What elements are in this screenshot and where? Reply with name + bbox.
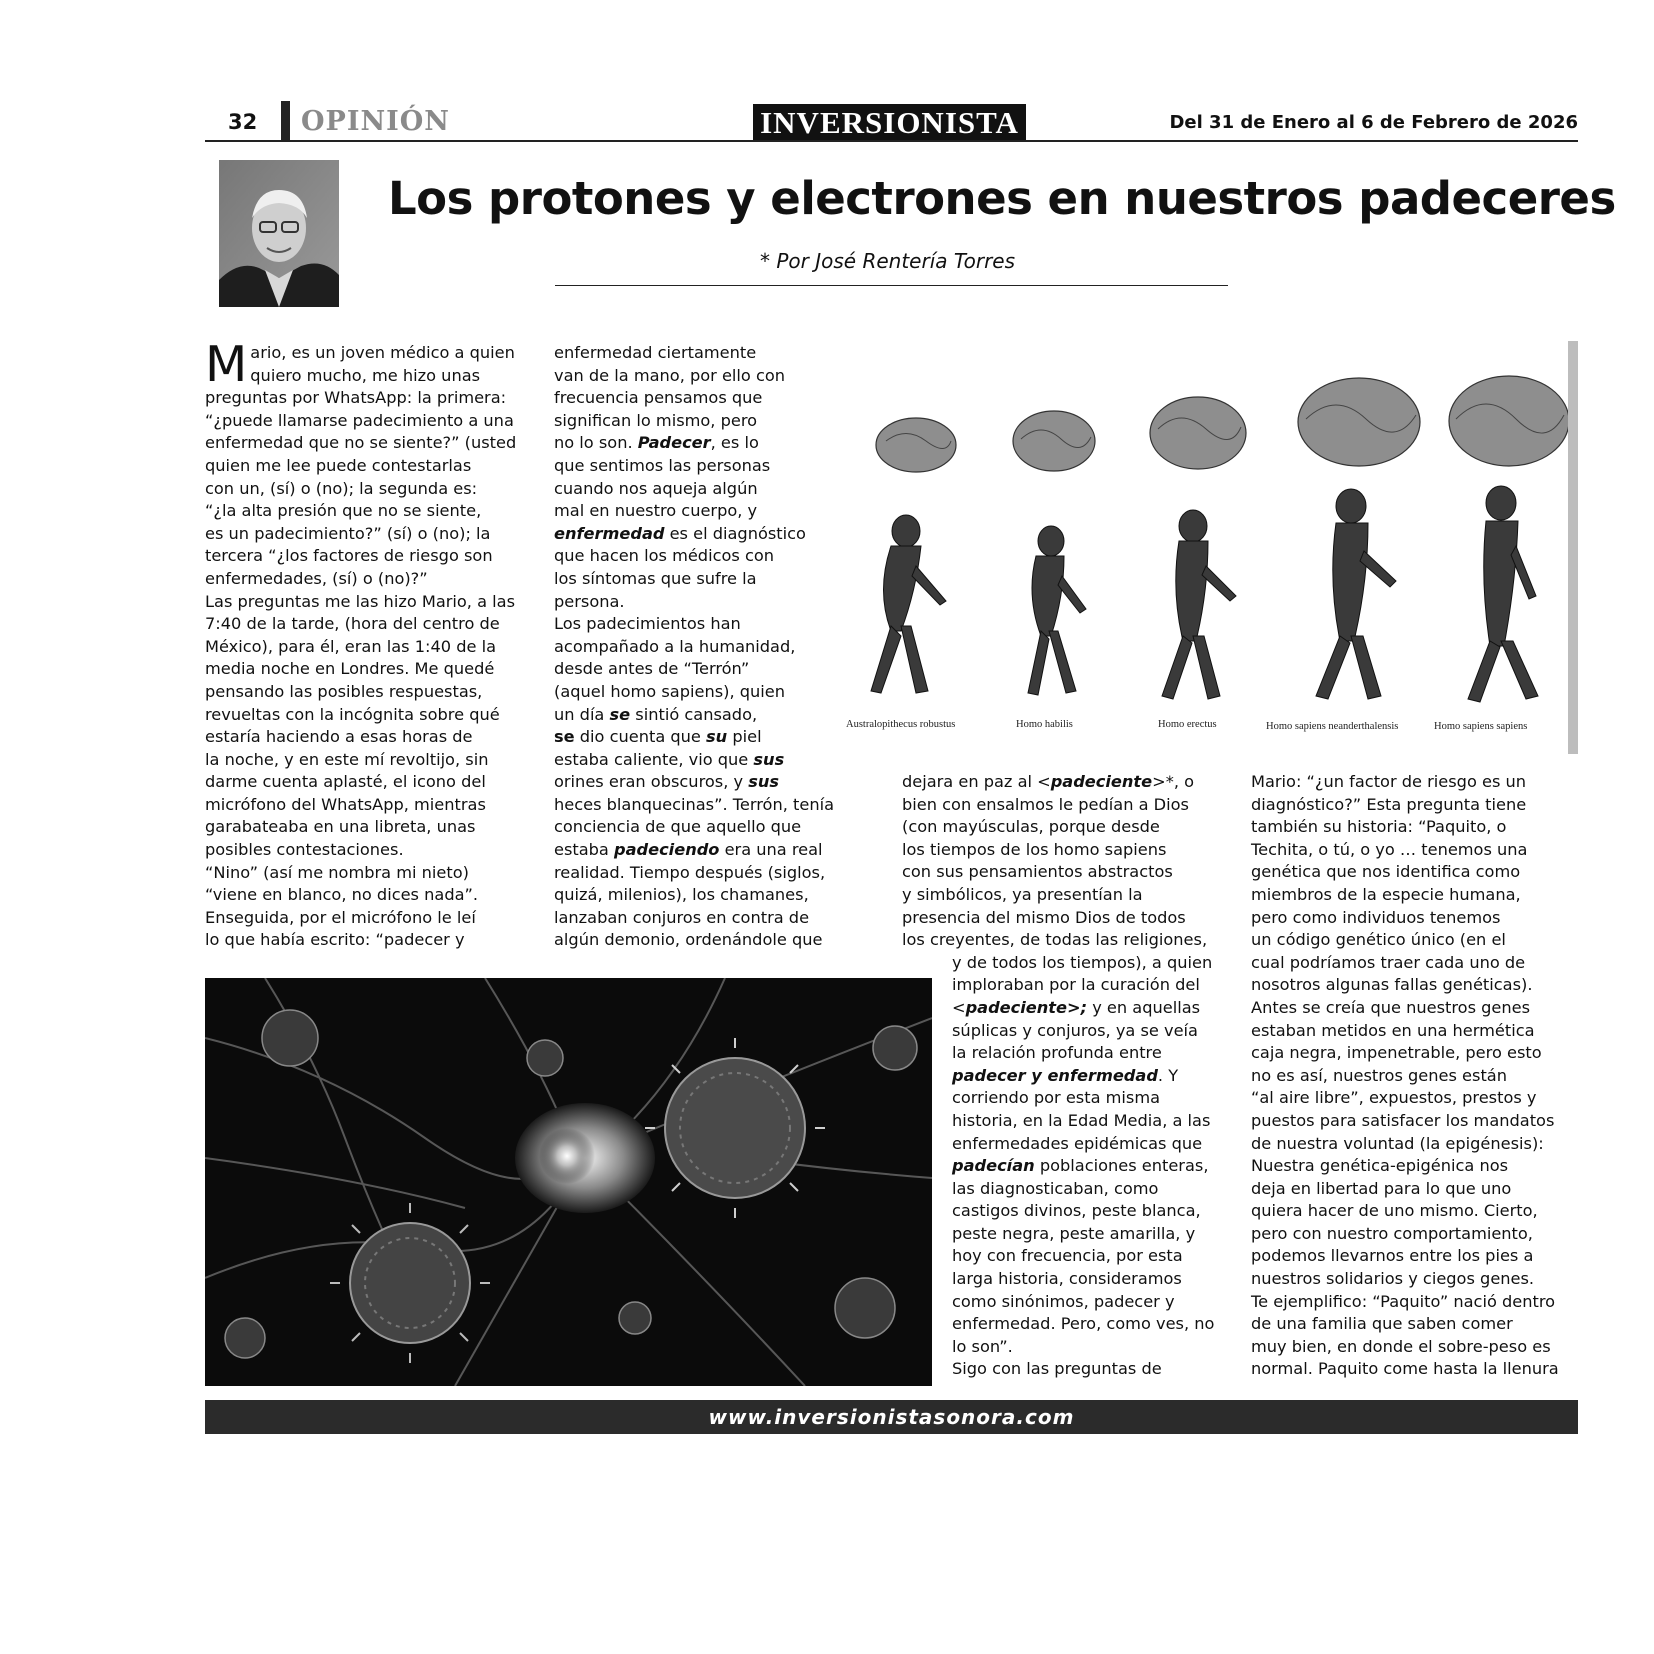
emphasis: su [706, 727, 728, 747]
brain-2 [1013, 411, 1095, 471]
text-line: cual podríamos traer cada uno de [1251, 952, 1526, 972]
text-line: las diagnosticaban, como [952, 1178, 1159, 1198]
text-line: “¿la alta presión que no se siente, [205, 501, 482, 521]
text-line: Las preguntas me las hizo Mario, a las [205, 591, 516, 611]
text-line: puestos para satisfacer los mandatos [1251, 1110, 1555, 1130]
text-line: acompañado a la humanidad, [554, 636, 796, 656]
text-line: Mario: “¿un factor de riesgo es un [1251, 772, 1527, 791]
brain-1 [876, 418, 956, 472]
text-line: desde antes de “Terrón” [554, 659, 750, 679]
text-line: larga historia, consideramos [952, 1269, 1182, 1289]
author-photo [219, 160, 339, 307]
text-line: hoy con frecuencia, por esta [952, 1246, 1183, 1266]
text-run: >*, o [1152, 772, 1195, 791]
text-run: es el diagnóstico [664, 523, 806, 543]
text-line [554, 523, 834, 546]
text-line: de una familia que saben comer [1251, 1314, 1513, 1334]
text-run: y en aquellas [1087, 997, 1201, 1017]
text-line [554, 839, 834, 862]
text-line: muy bien, en donde el sobre-peso es [1251, 1336, 1551, 1356]
text-line: no es así, nuestros genes están [1251, 1065, 1507, 1085]
text-line [554, 749, 834, 772]
text-run: . Y [1157, 1065, 1179, 1085]
text-line: estaban metidos en una hermética [1251, 1020, 1535, 1040]
text-line: bien con ensalmos le pedían a Dios [902, 794, 1189, 814]
emphasis: padeciendo [614, 840, 720, 860]
text-line: “viene en blanco, no dices nada”. [205, 885, 479, 905]
hominid-4 [1316, 489, 1396, 699]
text-run: poblaciones enteras, [1034, 1156, 1209, 1176]
text-line: caja negra, impenetrable, pero esto [1251, 1043, 1542, 1063]
text-line: quiera hacer de uno mismo. Cierto, [1251, 1201, 1538, 1221]
text-line: preguntas por WhatsApp: la primera: [205, 388, 507, 408]
emphasis: se [554, 727, 575, 747]
text-line [902, 771, 1214, 794]
text-run: , es lo [710, 433, 759, 453]
text-line: media noche en Londres. Me quedé [205, 659, 495, 679]
text-line: algún demonio, ordenándole que [554, 930, 823, 950]
text-line: “Nino” (así me nombra mi nieto) [205, 862, 469, 882]
text-line: quizá, milenios), los chamanes, [554, 885, 809, 905]
emphasis: padecían [952, 1156, 1035, 1176]
text-line [554, 704, 834, 727]
text-line: también su historia: “Paquito, o [1251, 817, 1507, 837]
text-run: no lo son. [554, 433, 633, 453]
text-line: y simbólicos, ya presentían la [902, 884, 1143, 904]
neuron-body [515, 1103, 655, 1213]
text-line: enfermedad que no se siente?” (usted [205, 433, 517, 453]
text-line: frecuencia pensamos que [554, 388, 763, 408]
text-line: castigos divinos, peste blanca, [952, 1201, 1201, 1221]
text-run: dio cuenta que [574, 727, 707, 747]
text-line: que sentimos las personas [554, 455, 771, 475]
text-line: revueltas con la incógnita sobre qué [205, 704, 500, 724]
text-line: “¿puede llamarse padecimiento a una [205, 410, 514, 430]
byline: * Por José Rentería Torres [760, 249, 1016, 273]
text-line: los síntomas que sufre la [554, 568, 757, 588]
text-line: darme cuenta aplasté, el icono del [205, 772, 486, 792]
drop-cap: M [205, 336, 248, 393]
text-line: con sus pensamientos abstractos [902, 862, 1173, 882]
text-line: lo que había escrito: “padecer y [205, 930, 465, 950]
text-line: corriendo por esta misma [952, 1088, 1161, 1108]
text-line [902, 997, 1214, 1020]
brain-5 [1449, 376, 1568, 466]
article-column-3 [902, 771, 1214, 1381]
text-line: la relación profunda entre [952, 1043, 1162, 1063]
emphasis: sus [753, 749, 785, 769]
text-run: piel [727, 727, 762, 747]
text-run: dejara en paz al < [902, 772, 1051, 791]
text-line: y de todos los tiempos), a quien [952, 952, 1213, 972]
brain-3 [1150, 397, 1246, 469]
hominid-1 [871, 515, 946, 693]
emphasis: Padecer [637, 433, 711, 453]
text-line: los creyentes, de todas las religiones, [902, 930, 1208, 950]
text-line: podemos llevarnos entre los pies a [1251, 1246, 1534, 1266]
text-line: ario, es un joven médico a quien [250, 343, 515, 362]
text-line: de nuestra voluntad (la epigénesis): [1251, 1133, 1544, 1153]
text-line: Te ejemplifico: “Paquito” nació dentro [1251, 1291, 1556, 1311]
text-line: imploraban por la curación del [952, 975, 1200, 995]
brain-4 [1298, 378, 1420, 466]
text-line: deja en libertad para lo que uno [1251, 1178, 1512, 1198]
text-line: presencia del mismo Dios de todos [902, 907, 1186, 927]
text-line: los tiempos de los homo sapiens [902, 839, 1167, 859]
text-line: lanzaban conjuros en contra de [554, 907, 810, 927]
virus-particle-small [527, 1040, 563, 1076]
article-column-4 [1251, 771, 1559, 1381]
text-line: nosotros algunas fallas genéticas). [1251, 975, 1533, 995]
virus-particle-medium [330, 1203, 490, 1363]
text-line: enfermedades epidémicas que [952, 1133, 1203, 1153]
caption-4: Homo sapiens neanderthalensis [1266, 721, 1399, 732]
text-line: con un, (sí) o (no); la segunda es: [205, 478, 478, 498]
text-line: enfermedad ciertamente [554, 343, 757, 362]
emphasis: se [609, 704, 631, 724]
text-line: realidad. Tiempo después (siglos, [554, 862, 826, 882]
emphasis: enfermedad [554, 523, 665, 543]
text-run: < [952, 997, 966, 1017]
emphasis: padeciente>; [965, 997, 1088, 1017]
text-line: un código genético único (en el [1251, 930, 1506, 950]
text-line [902, 1065, 1214, 1088]
virus-particle-small [619, 1302, 651, 1334]
text-line: como sinónimos, padecer y [952, 1291, 1175, 1311]
caption-3: Homo erectus [1158, 719, 1217, 730]
text-line: enfermedad. Pero, como ves, no [952, 1314, 1215, 1334]
emphasis: padecer y enfermedad [952, 1065, 1158, 1085]
section-title: OPINIÓN [301, 106, 450, 137]
text-line: quien me lee puede contestarlas [205, 455, 472, 475]
text-line: posibles contestaciones. [205, 840, 404, 860]
text-line: enfermedades, (sí) o (no)?” [205, 568, 428, 588]
text-line: normal. Paquito come hasta la llenura [1251, 1359, 1559, 1379]
text-run: un día [554, 704, 610, 724]
text-line: Techita, o tú, o yo … tenemos una [1251, 839, 1528, 859]
text-line [554, 726, 834, 749]
text-line [902, 1155, 1214, 1178]
text-line [554, 771, 834, 794]
emphasis: padeciente [1050, 772, 1153, 791]
text-line: (con mayúsculas, porque desde [902, 817, 1160, 837]
hominid-2 [1028, 526, 1086, 695]
text-line: genética que nos identifica como [1251, 862, 1521, 882]
page-number: 32 [228, 110, 258, 134]
masthead-logo: INVERSIONISTA [753, 104, 1026, 142]
text-line: pero con nuestro comportamiento, [1251, 1223, 1533, 1243]
text-line: estaría haciendo a esas horas de [205, 727, 473, 747]
virus-particle-large [645, 1038, 825, 1218]
virus-neuron-image [205, 978, 932, 1386]
text-line: México), para él, eran las 1:40 de la [205, 636, 497, 656]
virus-particle-small [225, 1318, 265, 1358]
text-line: 7:40 de la tarde, (hora del centro de [205, 614, 500, 634]
text-run: estaba [554, 840, 614, 860]
hominid-3 [1162, 510, 1236, 699]
text-line: peste negra, peste amarilla, y [952, 1223, 1196, 1243]
text-line: mal en nuestro cuerpo, y [554, 501, 758, 521]
text-line: pensando las posibles respuestas, [205, 681, 483, 701]
text-line: heces blanquecinas”. Terrón, tenía [554, 794, 834, 814]
text-line: miembros de la especie humana, [1251, 884, 1521, 904]
text-line: Los padecimientos han [554, 614, 741, 634]
text-line: (aquel homo sapiens), quien [554, 681, 785, 701]
header-divider [205, 140, 1578, 142]
caption-2: Homo habilis [1016, 719, 1073, 730]
text-line: micrófono del WhatsApp, mientras [205, 794, 486, 814]
text-line: pero como individuos tenemos [1251, 907, 1501, 927]
text-line: significan lo mismo, pero [554, 410, 758, 430]
text-line: garabateaba en una libreta, unas [205, 817, 476, 837]
text-run: orines eran obscuros, y [554, 772, 749, 792]
section-bar [281, 101, 290, 142]
text-line: quiero mucho, me hizo unas [250, 365, 481, 385]
text-run: estaba caliente, vio que [554, 749, 754, 769]
text-line: persona. [554, 591, 625, 611]
text-run: sintió cansado, [630, 704, 758, 724]
footer-url[interactable]: www.inversionistasonora.com [205, 1400, 1578, 1434]
article-column-1 [205, 336, 517, 952]
text-line: diagnóstico?” Esta pregunta tiene [1251, 794, 1527, 814]
evolution-illustration [836, 341, 1578, 754]
byline-divider [555, 285, 1228, 286]
text-line: historia, en la Edad Media, a las [952, 1110, 1211, 1130]
text-run: era una real [719, 840, 823, 860]
text-line [554, 432, 834, 455]
virus-particle-small [835, 1278, 895, 1338]
text-line: lo son”. [952, 1336, 1013, 1356]
emphasis: sus [748, 772, 780, 792]
caption-5: Homo sapiens sapiens [1434, 721, 1528, 732]
article-column-2 [554, 342, 834, 952]
text-line: nuestros solidarios y ciegos genes. [1251, 1269, 1535, 1289]
caption-1: Australopithecus robustus [846, 719, 956, 730]
text-line: conciencia de que aquello que [554, 817, 802, 837]
text-line: Nuestra genética-epigénica nos [1251, 1156, 1509, 1176]
text-line: Antes se creía que nuestros genes [1251, 997, 1531, 1017]
virus-particle-small [262, 1010, 318, 1066]
text-line: Sigo con las preguntas de [952, 1359, 1162, 1379]
text-line: que hacen los médicos con [554, 546, 775, 566]
hominid-5 [1468, 486, 1538, 702]
text-line: la noche, y en este mí revoltijo, sin [205, 749, 489, 769]
text-line: van de la mano, por ello con [554, 365, 786, 385]
issue-date: Del 31 de Enero al 6 de Febrero de 2026 [1169, 112, 1578, 133]
article-title: Los protones y electrones en nuestros padeceres [388, 172, 1616, 225]
text-line: súplicas y conjuros, ya se veía [952, 1020, 1198, 1040]
text-line: es un padecimiento?” (sí) o (no); la [205, 523, 491, 543]
text-line: “al aire libre”, expuestos, prestos y [1251, 1088, 1537, 1108]
text-line: tercera “¿los factores de riesgo son [205, 546, 493, 566]
text-line: cuando nos aqueja algún [554, 478, 758, 498]
text-line: Enseguida, por el micrófono le leí [205, 907, 476, 927]
